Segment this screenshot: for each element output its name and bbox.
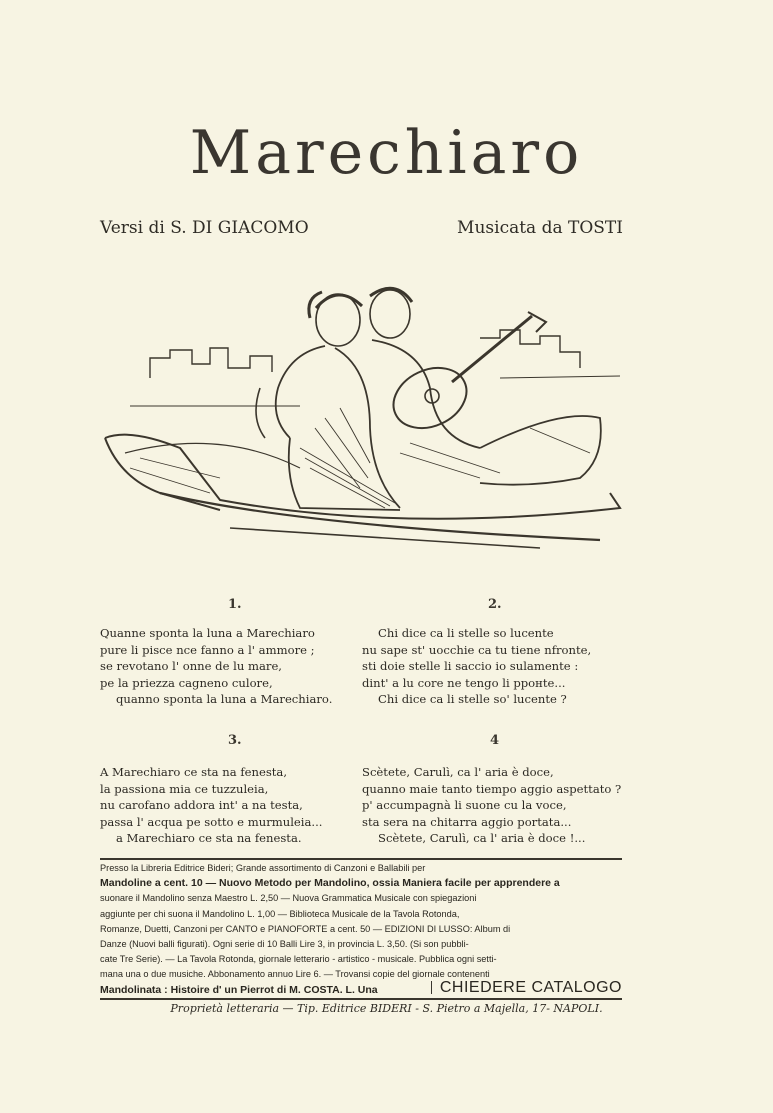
stanza-line: p' accumpagnà li suone cu la voce, xyxy=(362,798,567,812)
stanza-line: passa l' acqua pe sotto e murmuleia... xyxy=(100,814,323,829)
advert-line: Mandoline a cent. 10 — Nuovo Metodo per Mandolino, ossia Maniera facile per apprendere a xyxy=(100,877,560,890)
stanza-line: se revotano l' onne de lu mare, xyxy=(100,659,282,673)
stanza-line: A Marechiaro ce sta na fenesta, xyxy=(100,765,288,779)
stanza-line: nu sape st' uocchie ca tu tiene nfronte, xyxy=(362,642,592,657)
stanza-1 xyxy=(100,625,332,708)
lyricist-credit: Versi di S. DI GIACOMO xyxy=(100,218,309,238)
advert-line: suonare il Mandolino senza Maestro L. 2,50 — Nuova Grammatica Musicale con spiegazioni xyxy=(100,893,477,904)
stanza-line: sta sera na chitarra aggio portata... xyxy=(362,814,572,829)
catalog-notice: CHIEDERE CATALOGO xyxy=(431,981,622,994)
publisher-advertisement xyxy=(100,858,622,1000)
stanza-3 xyxy=(100,764,322,847)
stanza-number: 4 xyxy=(490,733,500,748)
stanza-line: sti doie stelle li saccio io sulamente : xyxy=(362,659,579,673)
advert-line: Presso la Libreria Editrice Bideri; Grande assortimento di Canzoni e Ballabili per xyxy=(100,863,426,873)
stanza-line: nu carofano addora int' a na testa, xyxy=(100,798,303,812)
stanza-line: pe la priezza cagneno culore, xyxy=(100,675,273,690)
advert-line: cate Tre Serie). — La Tavola Rotonda, giornale letterario - artistico - musicale. Pubblica ogni setti- xyxy=(100,954,497,965)
stanza-line: a Marechiaro ce sta na fenesta. xyxy=(116,831,302,845)
stanza-line: la passiona mia ce tuzzuleia, xyxy=(100,781,269,796)
stanza-line: quanno maie tanto tiempo aggio aspettato ? xyxy=(362,781,622,796)
composer-credit: Musicata da TOSTI xyxy=(457,218,623,238)
advert-line: aggiunte per chi suona il Mandolino L. 1,00 — Biblioteca Musicale de la Tavola Rotonda, xyxy=(100,908,460,919)
stanza-line: Chi dice ca li stelle so' lucente ? xyxy=(378,692,567,706)
advert-line xyxy=(100,997,622,1000)
stanza-line: dint' a lu core ne tengo li ppонte... xyxy=(362,675,566,690)
advert-line: mana una o due musiche. Abbonamento annuo Lire 6. — Trovansi copie del giornale contenenti xyxy=(100,969,490,980)
stanza-number: 1. xyxy=(228,597,242,612)
stanza-4 xyxy=(362,764,621,847)
advert-line: Danze (Nuovi balli figurati). Ogni serie di 10 Balli Lire 3, in provincia L. 3,50. (Si son pubbli- xyxy=(100,939,469,950)
stanza-line: Scètete, Carulì, ca l' aria è doce !... xyxy=(378,831,586,845)
imprint-footer: Proprietà letteraria — Tip. Editrice BIDERI - S. Pietro a Majella, 17- NAPOLI. xyxy=(170,1002,603,1015)
stanza-number: 2. xyxy=(488,597,502,612)
advert-line: Mandolinata : Histoire d' un Pierrot di M. COSTA. L. Una xyxy=(100,983,378,996)
stanza-line: Scètete, Carulì, ca l' aria è doce, xyxy=(362,765,554,779)
stanza-line: Chi dice ca li stelle so lucente xyxy=(378,626,554,640)
stanza-number: 3. xyxy=(228,733,242,748)
couple-in-boat-illustration xyxy=(100,278,645,563)
stanza-line: pure li pisce nce fanno a l' ammore ; xyxy=(100,642,315,657)
advert-line: Romanze, Duetti, Canzoni per CANTO e PIANOFORTE a cent. 50 — EDIZIONI DI LUSSO: Album di xyxy=(100,923,511,934)
stanza-line: quanno sponta la luna a Marechiaro. xyxy=(116,692,333,706)
stanza-2 xyxy=(362,625,591,708)
song-title: Marechiaro xyxy=(189,118,584,188)
stanza-line: Quanne sponta la luna a Marechiaro xyxy=(100,626,315,640)
